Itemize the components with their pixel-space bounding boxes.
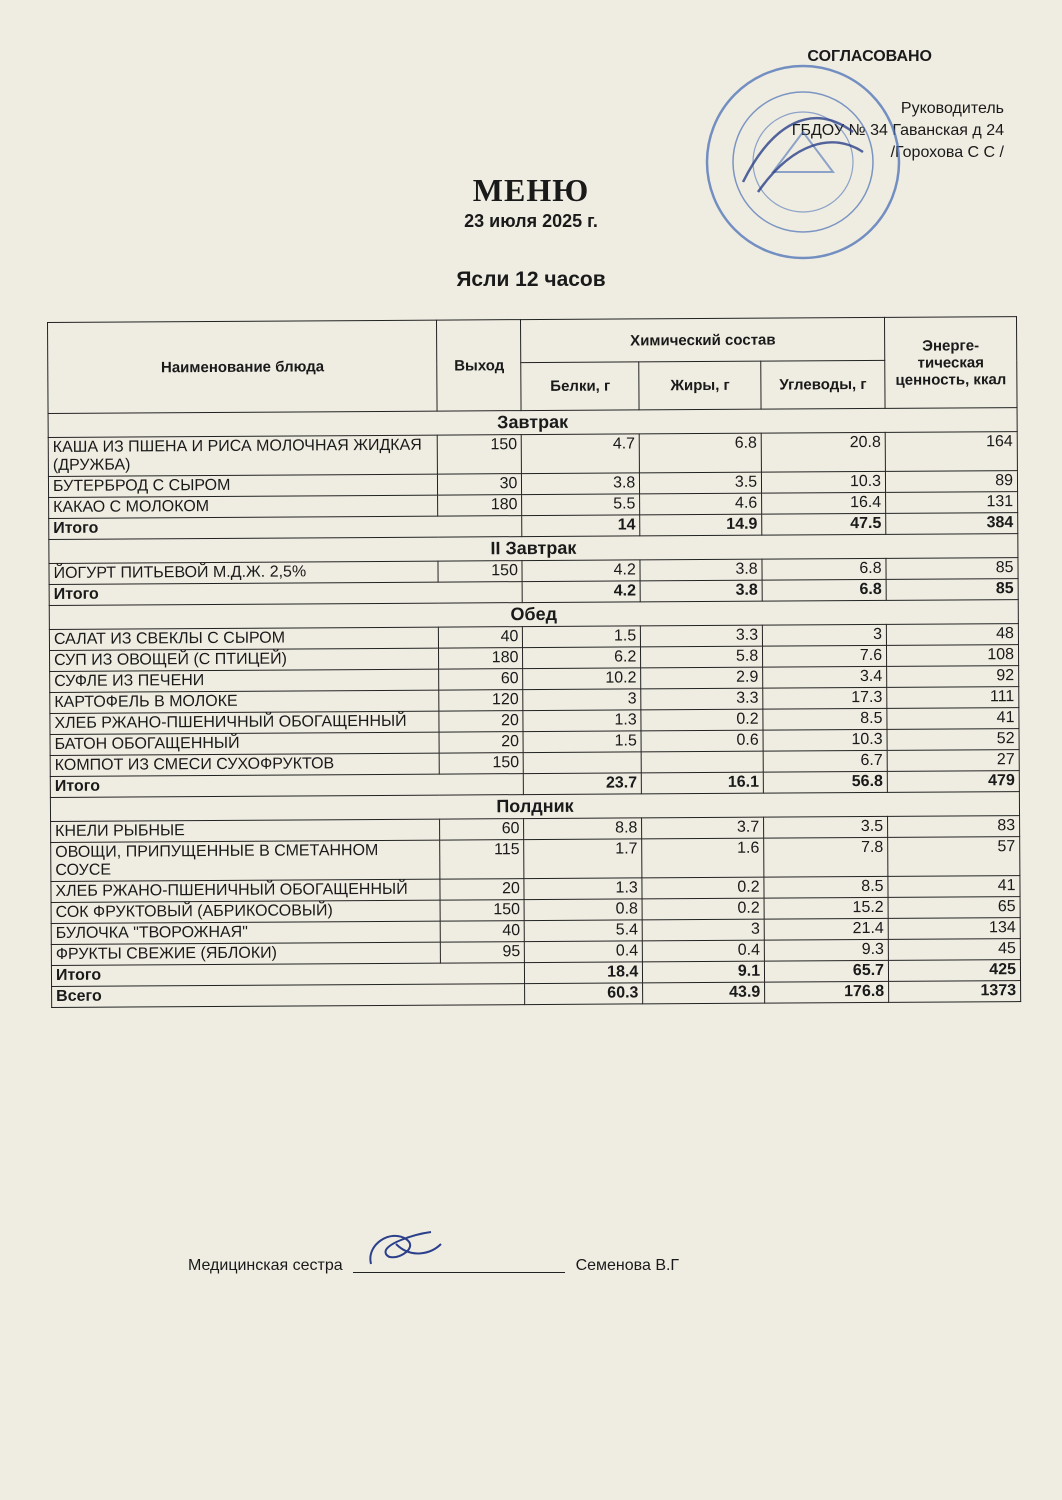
dish-fat: 0.4 [643, 940, 765, 962]
dish-kcal: 92 [887, 666, 1019, 688]
dish-protein: 4.7 [522, 434, 640, 474]
dish-kcal: 65 [888, 897, 1020, 919]
dish-protein: 1.3 [524, 878, 642, 900]
section-title: Обед [49, 600, 1018, 630]
dish-fat: 5.8 [641, 646, 763, 668]
header-carbs: Углеводы, г [761, 360, 885, 409]
dish-kcal: 111 [887, 687, 1019, 709]
header-yield: Выход [437, 320, 521, 412]
dish-kcal: 108 [887, 645, 1019, 667]
menu-body [48, 408, 1021, 1008]
dish-protein: 3 [523, 689, 641, 711]
dish-yield: 40 [441, 921, 525, 943]
dish-yield: 20 [439, 732, 523, 754]
dish-name: ЙОГУРТ ПИТЬЕВОЙ М.Д.Ж. 2,5% [49, 561, 439, 584]
signature-line [353, 1256, 565, 1273]
table-row [48, 432, 1017, 477]
dish-yield: 30 [438, 474, 522, 496]
dish-yield: 20 [440, 879, 524, 901]
header-protein: Белки, г [521, 362, 639, 411]
dish-kcal: 45 [888, 939, 1020, 961]
section-title: II Завтрак [49, 534, 1018, 564]
dish-fat: 0.2 [641, 709, 763, 731]
dish-carbs: 17.3 [763, 687, 887, 709]
total-fat: 16.1 [642, 772, 764, 794]
dish-yield: 150 [441, 900, 525, 922]
dish-fat: 4.6 [640, 493, 762, 515]
dish-yield: 115 [440, 840, 524, 880]
total-carbs: 6.8 [762, 579, 886, 601]
dish-yield: 40 [439, 627, 523, 649]
total-label: Итого [49, 516, 523, 540]
handwritten-signature [361, 1224, 451, 1274]
dish-carbs: 20.8 [761, 432, 885, 472]
dish-carbs: 3.5 [764, 816, 888, 838]
dish-yield: 150 [438, 435, 522, 475]
dish-fat: 3.7 [642, 817, 764, 839]
dish-name: КАКАО С МОЛОКОМ [49, 495, 439, 518]
total-protein: 23.7 [524, 773, 642, 795]
dish-fat [641, 751, 763, 773]
total-label: Итого [50, 774, 524, 798]
age-group: Ясли 12 часов [456, 268, 606, 291]
dish-protein: 1.3 [523, 710, 641, 732]
total-label: Итого [49, 582, 523, 606]
dish-carbs: 8.5 [764, 876, 888, 898]
dish-protein: 0.8 [524, 899, 642, 921]
dish-fat: 6.8 [639, 433, 761, 473]
grand-total-row [52, 981, 1021, 1008]
dish-fat: 0.2 [642, 877, 764, 899]
dish-protein: 5.4 [525, 920, 643, 942]
grand-total-carbs: 176.8 [765, 981, 889, 1003]
total-kcal: 85 [886, 579, 1018, 601]
dish-kcal: 27 [887, 750, 1019, 772]
table-row [51, 837, 1020, 882]
dish-carbs: 16.4 [762, 492, 886, 514]
dish-yield: 180 [438, 495, 522, 517]
dish-fat: 3.5 [640, 472, 762, 494]
total-protein: 18.4 [525, 962, 643, 984]
dish-protein: 3.8 [522, 473, 640, 495]
dish-kcal: 164 [885, 432, 1017, 472]
total-protein: 14 [522, 515, 640, 537]
dish-kcal: 41 [887, 708, 1019, 730]
total-kcal: 479 [887, 771, 1019, 793]
approval-org: ГБДОУ № 34 Гаванская д 24 [791, 122, 1004, 139]
total-fat: 9.1 [643, 961, 765, 983]
dish-name: СОК ФРУКТОВЫЙ (АБРИКОСОВЫЙ) [51, 900, 441, 923]
dish-carbs: 10.3 [762, 471, 886, 493]
dish-yield: 180 [439, 648, 523, 670]
grand-total-protein: 60.3 [525, 983, 643, 1005]
dish-protein: 0.4 [525, 941, 643, 963]
dish-name: БАТОН ОБОГАЩЕННЫЙ [50, 732, 440, 755]
dish-name: БУТЕРБРОД С СЫРОМ [48, 474, 438, 497]
dish-protein [524, 752, 642, 774]
approval-person: /Горохова С С / [890, 144, 1004, 161]
dish-name: СУП ИЗ ОВОЩЕЙ (С ПТИЦЕЙ) [50, 648, 440, 671]
dish-carbs: 6.8 [762, 558, 886, 580]
total-fat: 14.9 [640, 514, 762, 536]
dish-yield: 120 [439, 690, 523, 712]
header-energy: Энерге-тическая ценность, ккал [885, 317, 1017, 409]
dish-kcal: 48 [886, 624, 1018, 646]
dish-fat: 0.2 [642, 898, 764, 920]
dish-carbs: 3 [763, 624, 887, 646]
menu-table [47, 316, 1021, 1008]
dish-kcal: 85 [886, 558, 1018, 580]
dish-fat: 1.6 [642, 838, 764, 878]
dish-protein: 8.8 [524, 818, 642, 840]
dish-carbs: 8.5 [763, 708, 887, 730]
dish-protein: 4.2 [522, 560, 640, 582]
dish-carbs: 15.2 [764, 897, 888, 919]
dish-protein: 1.5 [523, 731, 641, 753]
section-title: Завтрак [48, 408, 1017, 438]
total-carbs: 47.5 [762, 513, 886, 535]
dish-name: СУФЛЕ ИЗ ПЕЧЕНИ [50, 669, 440, 692]
signature-block [188, 1256, 748, 1275]
total-kcal: 384 [886, 513, 1018, 535]
total-kcal: 425 [888, 960, 1020, 982]
page-title: МЕНЮ [472, 172, 590, 208]
dish-fat: 0.6 [641, 730, 763, 752]
total-carbs: 65.7 [765, 960, 889, 982]
dish-protein: 1.5 [523, 626, 641, 648]
dish-name: САЛАТ ИЗ СВЕКЛЫ С СЫРОМ [49, 627, 439, 650]
dish-fat: 3.8 [640, 559, 762, 581]
header-fat: Жиры, г [639, 361, 761, 410]
dish-name: БУЛОЧКА "ТВОРОЖНАЯ" [51, 921, 441, 944]
dish-name: ХЛЕБ РЖАНО-ПШЕНИЧНЫЙ ОБОГАЩЕННЫЙ [50, 711, 440, 734]
dish-name: КОМПОТ ИЗ СМЕСИ СУХОФРУКТОВ [50, 753, 440, 776]
dish-name: ХЛЕБ РЖАНО-ПШЕНИЧНЫЙ ОБОГАЩЕННЫЙ [51, 879, 441, 902]
dish-name: КАРТОФЕЛЬ В МОЛОКЕ [50, 690, 440, 713]
dish-yield: 95 [441, 942, 525, 964]
dish-yield: 20 [439, 711, 523, 733]
dish-yield: 60 [440, 819, 524, 841]
dish-carbs: 6.7 [763, 750, 887, 772]
dish-fat: 3.3 [641, 625, 763, 647]
header-chem: Химический состав [521, 317, 885, 362]
dish-carbs: 21.4 [764, 918, 888, 940]
header-name: Наименование блюда [48, 320, 438, 413]
dish-kcal: 41 [888, 876, 1020, 898]
dish-yield: 60 [439, 669, 523, 691]
signature-role: Медицинская сестра [188, 1257, 343, 1274]
dish-fat: 3 [642, 919, 764, 941]
menu-date: 23 июля 2025 г. [464, 211, 598, 231]
dish-kcal: 57 [888, 837, 1020, 877]
dish-protein: 6.2 [523, 647, 641, 669]
dish-protein: 1.7 [524, 839, 642, 879]
dish-kcal: 83 [888, 816, 1020, 838]
dish-carbs: 3.4 [763, 666, 887, 688]
grand-total-label: Всего [52, 984, 526, 1008]
dish-protein: 10.2 [523, 668, 641, 690]
signature-name: Семенова В.Г [575, 1257, 680, 1274]
dish-carbs: 7.6 [763, 645, 887, 667]
document-header [0, 172, 1062, 292]
dish-kcal: 131 [886, 492, 1018, 514]
dish-carbs: 7.8 [764, 837, 888, 877]
dish-carbs: 9.3 [764, 939, 888, 961]
section-title: Полдник [50, 792, 1019, 822]
dish-yield: 150 [438, 561, 522, 583]
dish-name: КНЕЛИ РЫБНЫЕ [51, 819, 441, 842]
dish-name: ФРУКТЫ СВЕЖИЕ (ЯБЛОКИ) [51, 942, 441, 965]
total-label: Итого [51, 963, 525, 987]
dish-fat: 2.9 [641, 667, 763, 689]
dish-kcal: 52 [887, 729, 1019, 751]
grand-total-kcal: 1373 [889, 981, 1021, 1003]
dish-kcal: 89 [885, 471, 1017, 493]
total-protein: 4.2 [523, 581, 641, 603]
grand-total-fat: 43.9 [643, 982, 765, 1004]
approval-role: Руководитель [900, 100, 1004, 117]
dish-name: ОВОЩИ, ПРИПУЩЕННЫЕ В СМЕТАННОМ СОУСЕ [51, 840, 441, 881]
dish-name: КАША ИЗ ПШЕНА И РИСА МОЛОЧНАЯ ЖИДКАЯ (ДРУЖБА) [48, 435, 438, 476]
total-carbs: 56.8 [763, 771, 887, 793]
dish-kcal: 134 [888, 918, 1020, 940]
dish-carbs: 10.3 [763, 729, 887, 751]
dish-protein: 5.5 [522, 494, 640, 516]
approval-title: СОГЛАСОВАНО [807, 48, 932, 65]
dish-fat: 3.3 [641, 688, 763, 710]
dish-yield: 150 [440, 753, 524, 775]
total-fat: 3.8 [640, 580, 762, 602]
